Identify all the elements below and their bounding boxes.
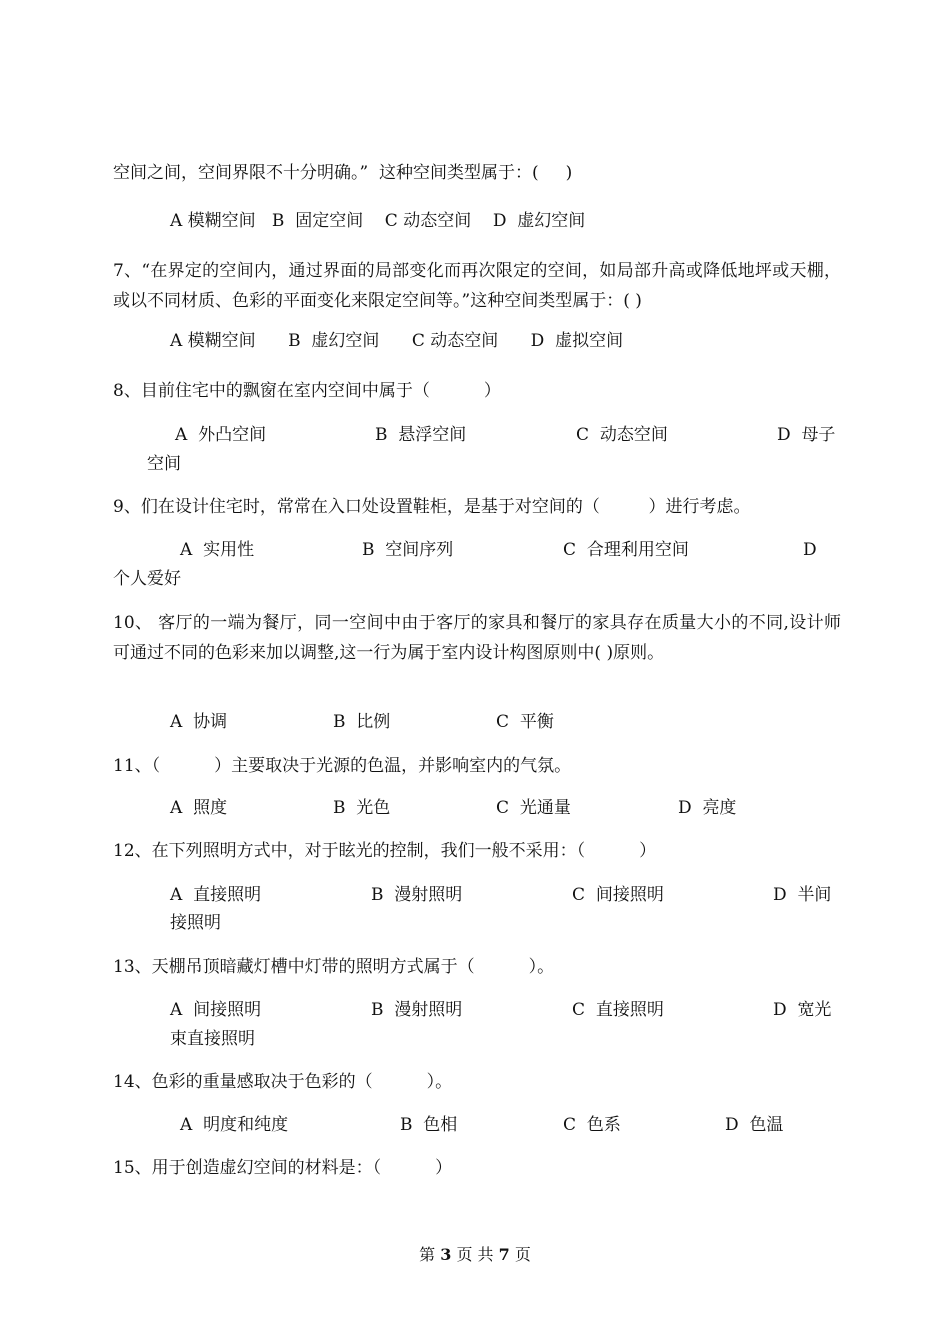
question-12-option-d: D 半间	[773, 885, 832, 905]
question-6-options: A 模糊空间 B 固定空间 C 动态空间 D 虚幻空间	[170, 211, 586, 231]
question-13-option-b: B 漫射照明	[371, 1000, 463, 1020]
footer-mid: 页 共	[451, 1245, 499, 1264]
question-10: 10、 客厅的一端为餐厅，同一空间中由于客厅的家具和餐厅的家具存在质量大小的不同,设计师可通过不同的色彩来加以调整,这一行为属于室内设计构图原则中( )原则。	[113, 613, 841, 663]
question-12-option-c: C 间接照明	[572, 885, 664, 905]
question-9-option-a: A 实用性	[180, 540, 255, 560]
question-12-option-d-cont: 接照明	[170, 913, 221, 933]
question-9-option-c: C 合理利用空间	[563, 540, 689, 560]
question-13: 13、天棚吊顶暗藏灯槽中灯带的照明方式属于（ ）。	[113, 957, 555, 977]
question-9-option-b: B 空间序列	[362, 540, 454, 560]
footer-pre: 第	[419, 1245, 441, 1264]
question-10-option-a: A 协调	[170, 712, 228, 732]
question-7-options: A 模糊空间 B 虚幻空间 C 动态空间 D 虚拟空间	[170, 331, 624, 351]
question-13-option-d: D 宽光	[773, 1000, 832, 1020]
question-11-option-b: B 光色	[333, 798, 391, 818]
question-6-tail: 空间之间，空间界限不十分明确。” 这种空间类型属于：( )	[113, 163, 573, 183]
question-8: 8、目前住宅中的飘窗在室内空间中属于（ ）	[113, 381, 501, 401]
question-9-option-d-cont: 个人爱好	[113, 569, 181, 589]
question-13-option-a: A 间接照明	[170, 1000, 262, 1020]
question-13-option-c: C 直接照明	[572, 1000, 664, 1020]
question-15: 15、用于创造虚幻空间的材料是：（ ）	[113, 1158, 453, 1178]
question-8-option-c: C 动态空间	[576, 425, 668, 445]
page-footer	[0, 1242, 950, 1265]
question-11-option-a: A 照度	[170, 798, 228, 818]
question-13-option-d-cont: 束直接照明	[170, 1029, 255, 1049]
question-14-option-d: D 色温	[725, 1115, 784, 1135]
question-10-option-b: B 比例	[333, 712, 391, 732]
question-14: 14、色彩的重量感取决于色彩的（ ）。	[113, 1072, 453, 1092]
question-8-option-d: D 母子	[777, 425, 836, 445]
question-9: 9、们在设计住宅时，常常在入口处设置鞋柜，是基于对空间的（ ）进行考虑。	[113, 497, 751, 517]
question-14-option-b: B 色相	[400, 1115, 458, 1135]
question-8-option-d-cont: 空间	[147, 454, 181, 474]
page-total: 7	[498, 1245, 510, 1264]
question-8-option-b: B 悬浮空间	[375, 425, 467, 445]
question-12-option-b: B 漫射照明	[371, 885, 463, 905]
question-12-option-a: A 直接照明	[170, 885, 262, 905]
page-number: 3	[440, 1245, 452, 1264]
question-10-option-c: C 平衡	[496, 712, 554, 732]
question-11-option-c: C 光通量	[496, 798, 571, 818]
question-12: 12、在下列照明方式中，对于眩光的控制，我们一般不采用：（ ）	[113, 841, 657, 861]
question-8-option-a: A 外凸空间	[175, 425, 267, 445]
question-9-option-d: D	[803, 540, 817, 560]
question-14-option-a: A 明度和纯度	[180, 1115, 289, 1135]
question-11-option-d: D 亮度	[678, 798, 737, 818]
footer-post: 页	[509, 1245, 531, 1264]
question-7: 7、“在界定的空间内，通过界面的局部变化而再次限定的空间，如局部升高或降低地坪或天棚，或以不同材质、色彩的平面变化来限定空间等。”这种空间类型属于：( )	[113, 261, 841, 311]
question-14-option-c: C 色系	[563, 1115, 621, 1135]
question-11: 11、（ ）主要取决于光源的色温，并影响室内的气氛。	[113, 756, 572, 776]
